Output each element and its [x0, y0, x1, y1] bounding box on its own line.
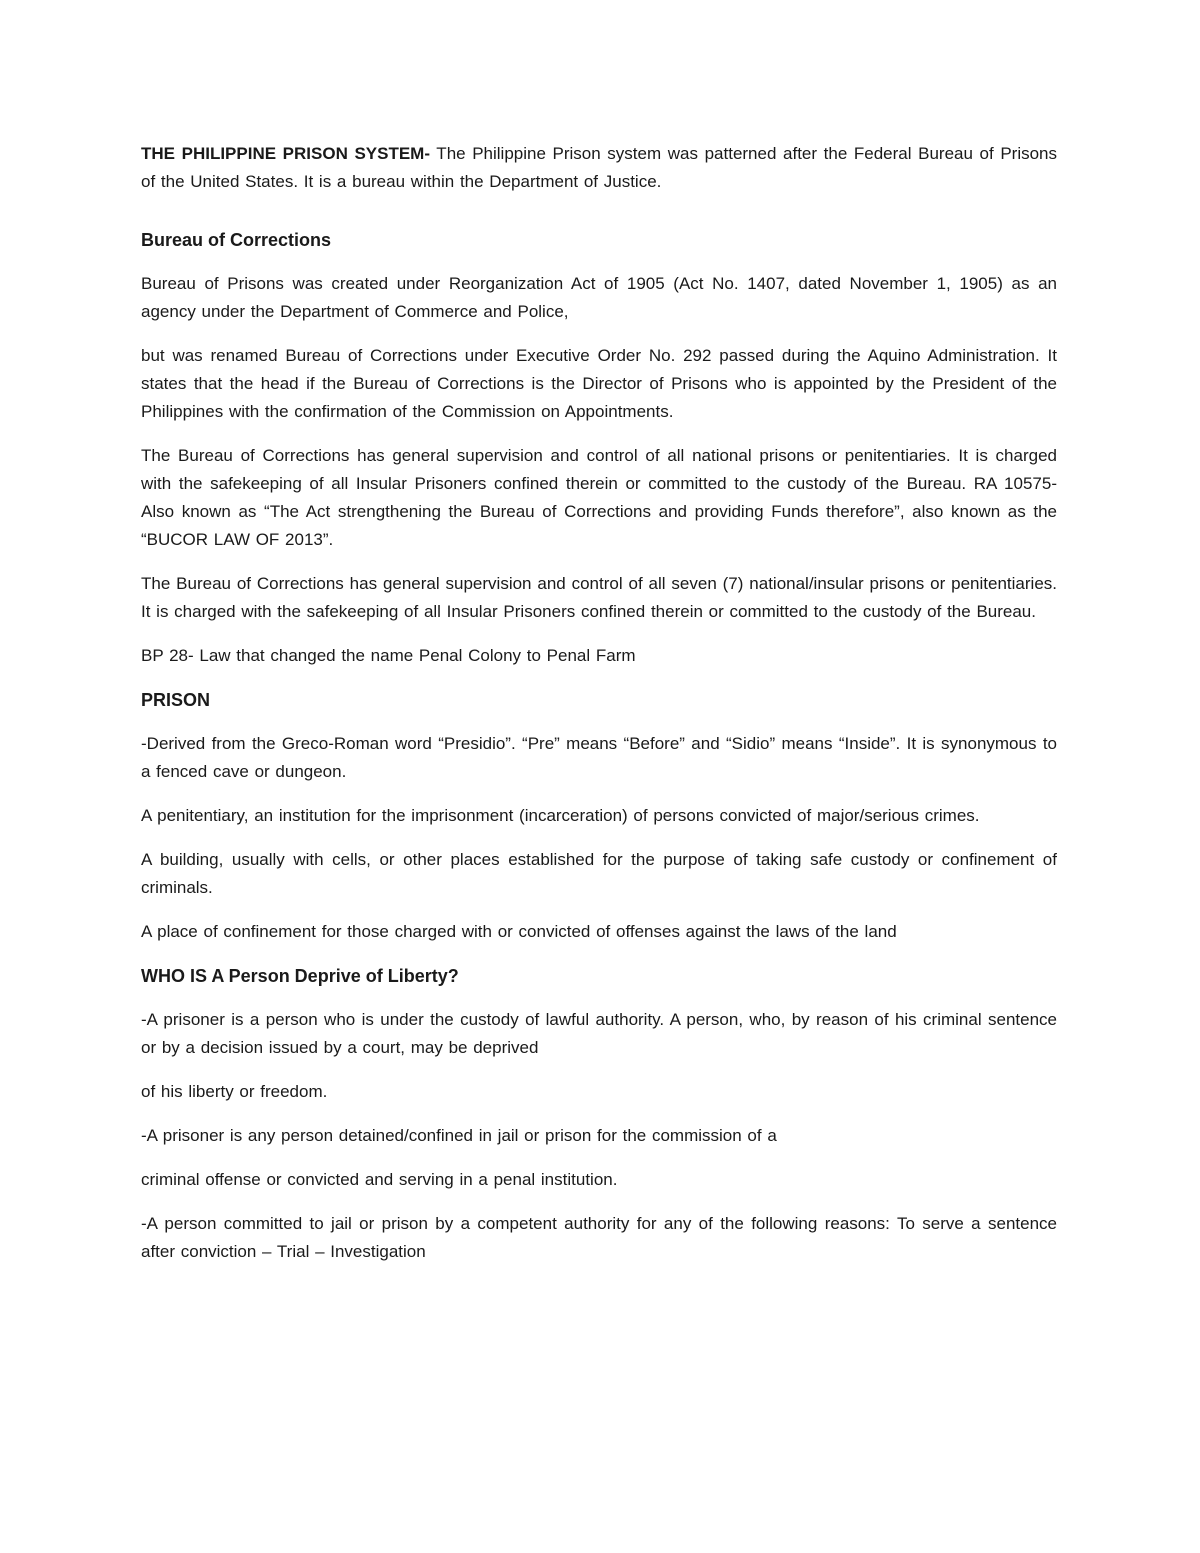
pdl-paragraph: of his liberty or freedom.: [141, 1082, 328, 1101]
bucor-paragraph: Bureau of Prisons was created under Reorganization Act of 1905 (Act No. 1407, dated November 1, 1905) as an agency under the Department of Commerce and Police,: [141, 274, 1057, 321]
intro-text: The Philippine Prison system was patterned after the Federal Bureau of Prisons of the United States. It is a bureau within the Department of Justice.: [141, 144, 1057, 191]
heading-bureau-of-corrections: Bureau of Corrections: [141, 230, 332, 250]
pdl-paragraph: -A person committed to jail or prison by a competent authority for any of the following reasons: To serve a sentence after conviction – Trial – Investigation: [141, 1214, 1057, 1261]
heading-person-deprived-of-liberty: WHO IS A Person Deprive of Liberty?: [141, 966, 459, 986]
bucor-paragraph: but was renamed Bureau of Corrections under Executive Order No. 292 passed during the Aquino Administration. It states that the head if the Bureau of Corrections is the Director of Prisons who is appointed by the President of the Philippines with the confirmation of the Commission on Appointments.: [141, 346, 1057, 421]
pdl-paragraph: -A prisoner is a person who is under the custody of lawful authority. A person, who, by reason of his criminal sentence or by a decision issued by a court, may be deprived: [141, 1010, 1057, 1057]
prison-paragraph: A place of confinement for those charged with or convicted of offenses against the laws of the land: [141, 922, 897, 941]
document-page: [141, 140, 1057, 1282]
pdl-paragraph: -A prisoner is any person detained/confined in jail or prison for the commission of a: [141, 1126, 777, 1145]
prison-paragraph: A penitentiary, an institution for the imprisonment (incarceration) of persons convicted of major/serious crimes.: [141, 806, 980, 825]
document-title: THE PHILIPPINE PRISON SYSTEM-: [141, 144, 431, 163]
heading-prison: PRISON: [141, 690, 211, 710]
prison-paragraph: A building, usually with cells, or other places established for the purpose of taking safe custody or confinement of criminals.: [141, 850, 1057, 897]
pdl-paragraph: criminal offense or convicted and serving in a penal institution.: [141, 1170, 618, 1189]
bucor-paragraph: BP 28- Law that changed the name Penal Colony to Penal Farm: [141, 646, 636, 665]
prison-paragraph: -Derived from the Greco-Roman word “Presidio”. “Pre” means “Before” and “Sidio” means “Inside”. It is synonymous to a fenced cave or dungeon.: [141, 734, 1057, 781]
bucor-paragraph: The Bureau of Corrections has general supervision and control of all seven (7) national/insular prisons or penitentiaries. It is charged with the safekeeping of all Insular Prisoners confined therein or committed to the custody of the Bureau.: [141, 574, 1057, 621]
bucor-paragraph: The Bureau of Corrections has general supervision and control of all national prisons or penitentiaries. It is charged with the safekeeping of all Insular Prisoners confined therein or committed to the custody of the Bureau. RA 10575- Also known as “The Act strengthening the Bureau of Corrections and providing Funds therefore”, also known as the “BUCOR LAW OF 2013”.: [141, 446, 1057, 549]
intro-paragraph: [141, 140, 1057, 196]
